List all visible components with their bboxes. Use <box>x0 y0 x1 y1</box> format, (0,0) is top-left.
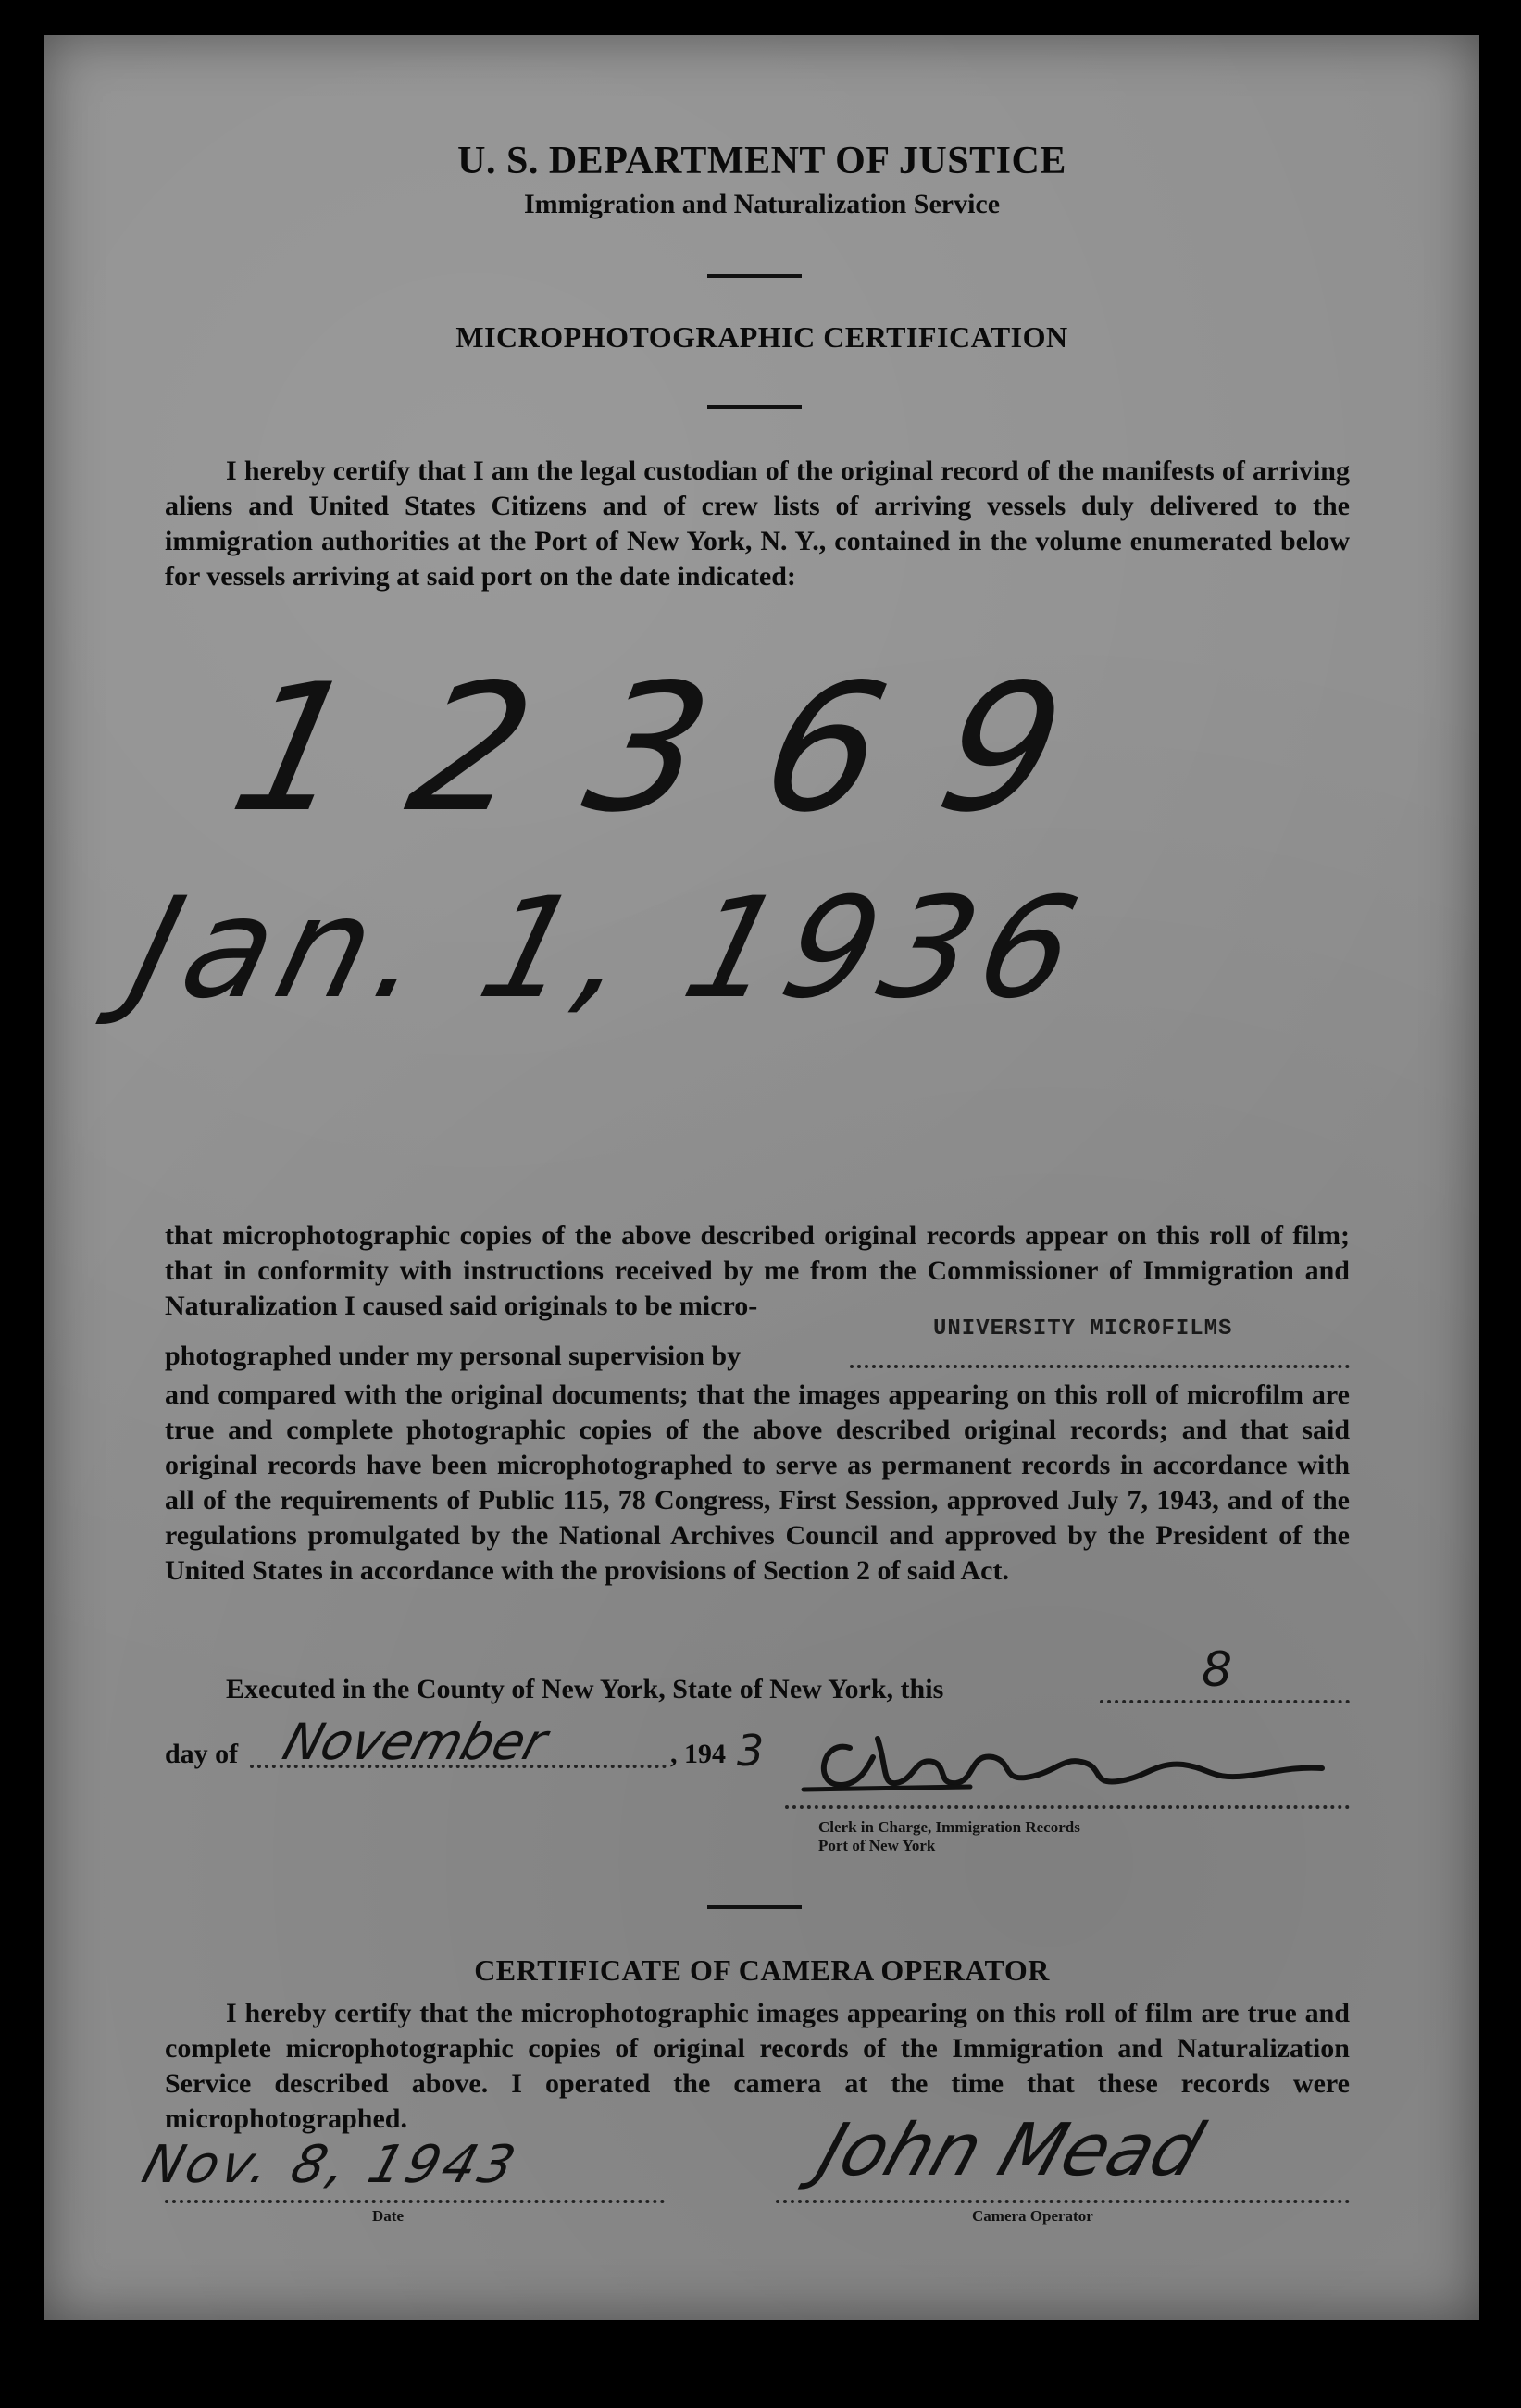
handwritten-volume-number: 12369 <box>217 646 1144 851</box>
clerk-port: Port of New York <box>818 1837 936 1854</box>
handwritten-camera-date: Nov. 8, 1943 <box>135 2135 526 2195</box>
clerk-signature-line <box>785 1805 1350 1809</box>
department-heading: U. S. DEPARTMENT OF JUSTICE <box>457 140 1066 182</box>
day-blank <box>1100 1700 1350 1703</box>
body-paragraph-1: that microphotographic copies of the above described original records appear on this roll of film; that in conformity with instructions received by me from the Commissioner of Immigration and Naturalization I caused said originals to be micro- <box>165 1220 1350 1321</box>
handwritten-month: November <box>276 1713 554 1771</box>
day-of-label: day of <box>165 1739 239 1769</box>
supervisor-blank <box>850 1365 1350 1368</box>
year-prefix: , 194 <box>670 1739 726 1769</box>
supervision-line: photographed under my personal supervision by <box>165 1341 742 1371</box>
handwritten-record-date: Jan. 1, 1936 <box>117 868 1101 1029</box>
camera-operator-paragraph: I hereby certify that the microphotographic images appearing on this roll of film are true and complete microphotographic copies of original records of the Immigration and Naturalization Service described above. I operated the camera at the time that these records were microphotographed. <box>165 1998 1350 2134</box>
body-paragraph-2: and compared with the original documents; that the images appearing on this roll of microfilm are true and complete photographic copies of the above described original records; and that said original records have been microphotographed to serve as permanent records in accordance with all of the requirements of Public 115, 78 Congress, First Session, approved July 7, 1943, and of the regulations promulgated by the National Archives Council and approved by the President of the United States in accordance with the provisions of Section 2 of said Act. <box>165 1379 1350 1586</box>
certification-title: MICROPHOTOGRAPHIC CERTIFICATION <box>455 320 1068 354</box>
operator-signature-line <box>776 2200 1350 2203</box>
intro-paragraph: I hereby certify that I am the legal custodian of the original record of the manifests of arriving aliens and United States Citizens and of crew lists of arriving vessels duly delivered to the immigration authorities at the Port of New York, N. Y., contained in the volume enumerated below for vessels arriving at said port on the date indicated: <box>165 455 1350 592</box>
clerk-signature <box>785 1711 1340 1813</box>
handwritten-day: 8 <box>1202 1642 1233 1698</box>
camera-operator-title: CERTIFICATE OF CAMERA OPERATOR <box>474 1953 1050 1987</box>
university-microfilms-stamp: UNIVERSITY MICROFILMS <box>933 1316 1233 1341</box>
handwritten-year-digit: 3 <box>737 1726 765 1776</box>
clerk-title: Clerk in Charge, Immigration Records <box>818 1818 1080 1836</box>
date-line <box>165 2200 665 2203</box>
service-subheading: Immigration and Naturalization Service <box>523 189 1001 219</box>
camera-operator-signature: John Mead <box>808 2109 1213 2192</box>
executed-line: Executed in the County of New York, State of New York, this <box>226 1674 944 1704</box>
divider <box>707 274 802 278</box>
certificate-page <box>44 35 1479 2320</box>
date-label: Date <box>372 2207 404 2225</box>
divider <box>707 405 802 409</box>
camera-operator-label: Camera Operator <box>972 2207 1093 2225</box>
divider <box>707 1905 802 1909</box>
